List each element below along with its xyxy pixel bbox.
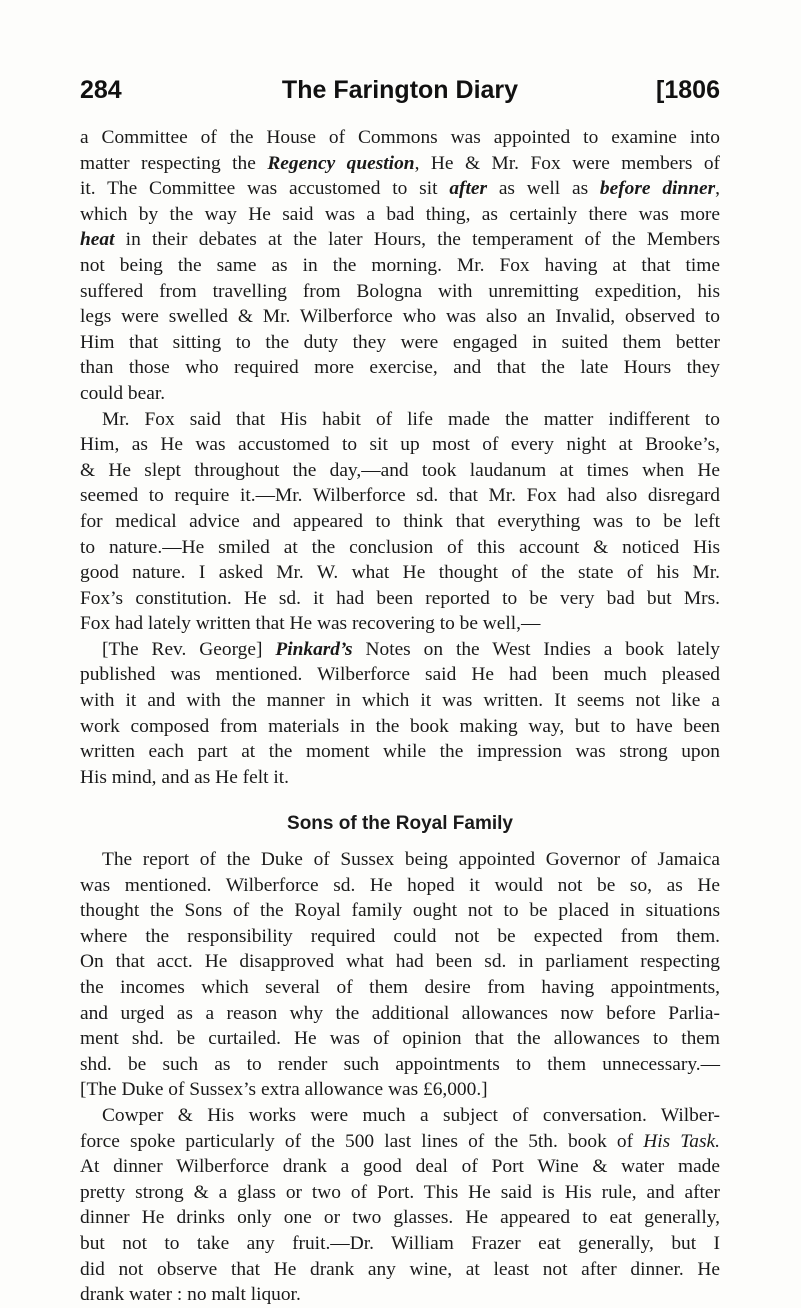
- text-run: and urged as a reason why the additional allowances now before Parlia-: [80, 1002, 720, 1024]
- text-line: [80, 483, 720, 509]
- text-line: [80, 535, 720, 561]
- text-run: written each part at the moment while the impression was strong upon: [80, 741, 720, 763]
- text-run: work composed from materials in the book making way, but to have been: [80, 715, 720, 737]
- text-run: Mr. Fox said that His habit of life made the matter indifferent to: [102, 408, 720, 430]
- text-line: [80, 560, 720, 586]
- italic-text-run: His Task.: [643, 1130, 720, 1152]
- text-run: legs were swelled & Mr. Wilberforce who was also an Invalid, observed to: [80, 306, 720, 328]
- text-line: [80, 714, 720, 740]
- text-line: [80, 949, 720, 975]
- text-line: [80, 586, 720, 612]
- text-line: [80, 1257, 720, 1283]
- book-title: The Farington Diary: [281, 76, 519, 104]
- text-line: [80, 1231, 720, 1257]
- text-run: shd. be such as to render such appointments to them unnecessary.—: [80, 1053, 720, 1075]
- text-run: Him, as He was accustomed to sit up most of every night at Brooke’s,: [80, 434, 720, 456]
- text-run: was mentioned. Wilberforce sd. He hoped it would not be so, as He: [80, 874, 720, 896]
- page-number: 284: [80, 76, 122, 104]
- text-run: it. The Committee was accustomed to sit: [80, 178, 450, 200]
- italic-text-run: Pinkard’s: [275, 638, 353, 660]
- text-run: Fox had lately written that He was recovering to be well,—: [80, 613, 541, 635]
- text-run: published was mentioned. Wilberforce said He had been much pleased: [80, 664, 720, 686]
- paragraph-cowper-dinner: [80, 1103, 720, 1308]
- text-run: Cowper & His works were much a subject of conversation. Wilber-: [102, 1104, 720, 1126]
- text-line: [80, 304, 720, 330]
- text-line: [80, 847, 720, 873]
- text-line: [80, 279, 720, 305]
- text-run: not being the same as in the morning. Mr. Fox having at that time: [80, 254, 720, 276]
- text-line: [80, 125, 720, 151]
- text-run: thought the Sons of the Royal family ought not to be placed in situations: [80, 900, 720, 922]
- italic-text-run: Regency question: [267, 152, 415, 174]
- text-run: which by the way He said was a bad thing, as certainly there was more: [80, 203, 720, 225]
- text-run: matter respecting the: [80, 152, 268, 174]
- text-line: [80, 1129, 720, 1155]
- text-line: [80, 407, 720, 433]
- text-line: [80, 765, 720, 791]
- paragraph-committee: [80, 125, 720, 407]
- text-run: where the responsibility required could not be expected from them.: [80, 925, 720, 947]
- text-run: good nature. I asked Mr. W. what He thought of the state of his Mr.: [80, 562, 720, 584]
- text-line: [80, 975, 720, 1001]
- text-run: with it and with the manner in which it was written. It seems not like a: [80, 690, 720, 712]
- text-line: [80, 151, 720, 177]
- text-run: in their debates at the later Hours, the temperament of the Members: [114, 229, 720, 251]
- text-run: Him that sitting to the duty they were engaged in suited them better: [80, 331, 720, 353]
- text-line: [80, 1001, 720, 1027]
- text-run: ment shd. be curtailed. He was of opinion that the allowances to them: [80, 1028, 720, 1050]
- text-line: [80, 509, 720, 535]
- text-run: & He slept throughout the day,—and took laudanum at times when He: [80, 459, 720, 481]
- text-line: [80, 176, 720, 202]
- text-line: [80, 253, 720, 279]
- text-line: [80, 688, 720, 714]
- text-line: [80, 1052, 720, 1078]
- page-body: [80, 125, 720, 1308]
- section-heading: Sons of the Royal Family: [287, 813, 513, 835]
- text-run: for medical advice and appeared to think that everything was to be left: [80, 510, 720, 532]
- text-line: [80, 611, 720, 637]
- text-line: [80, 1103, 720, 1129]
- text-run: seemed to require it.—Mr. Wilberforce sd. that Mr. Fox had also disregard: [80, 485, 720, 507]
- text-line: [80, 1154, 720, 1180]
- text-line: [80, 381, 720, 407]
- text-line: [80, 202, 720, 228]
- italic-text-run: heat: [80, 229, 115, 251]
- text-run: pretty strong & a glass or two of Port. This He said is His rule, and after: [80, 1181, 720, 1203]
- text-line: [80, 227, 720, 253]
- text-run: [The Duke of Sussex’s extra allowance was £6,000.]: [80, 1079, 488, 1101]
- text-line: [80, 458, 720, 484]
- running-header: [80, 76, 720, 110]
- text-run: as well as: [487, 178, 600, 200]
- text-line: [80, 355, 720, 381]
- text-run: a Committee of the House of Commons was appointed to examine into: [80, 127, 720, 148]
- text-run: suffered from travelling from Bologna with unremitting expedition, his: [80, 280, 720, 302]
- text-run: did not observe that He drank any wine, at least not after dinner. He: [80, 1258, 720, 1280]
- text-line: [80, 898, 720, 924]
- paragraph-fox-habits: [80, 407, 720, 637]
- text-line: [80, 1180, 720, 1206]
- text-line: [80, 873, 720, 899]
- text-run: On that acct. He disapproved what had been sd. in parliament respecting: [80, 951, 720, 973]
- text-line: [80, 1282, 720, 1308]
- text-run: dinner He drinks only one or two glasses. He appeared to eat generally,: [80, 1207, 720, 1229]
- text-line: [80, 432, 720, 458]
- text-line: [80, 1026, 720, 1052]
- text-line: [80, 637, 720, 663]
- text-run: to nature.—He smiled at the conclusion of this account & noticed His: [80, 536, 720, 558]
- text-run: ,: [715, 178, 720, 200]
- paragraph-duke-of-sussex: [80, 847, 720, 1103]
- italic-text-run: before dinner: [599, 178, 716, 200]
- text-run: drank water : no malt liquor.: [80, 1284, 301, 1306]
- text-line: [80, 662, 720, 688]
- text-run: , He & Mr. Fox were members of: [414, 152, 721, 174]
- text-run: His mind, and as He felt it.: [80, 766, 289, 788]
- italic-text-run: after: [449, 178, 488, 200]
- text-line: [80, 1077, 720, 1103]
- text-line: [80, 1205, 720, 1231]
- text-run: than those who required more exercise, and that the late Hours they: [80, 357, 720, 379]
- text-line: [80, 330, 720, 356]
- text-run: but not to take any fruit.—Dr. William Frazer eat generally, but I: [80, 1232, 720, 1254]
- paragraph-pinkard-notes: [80, 637, 720, 791]
- text-run: the incomes which several of them desire from having appointments,: [80, 977, 720, 998]
- text-run: could bear.: [80, 382, 166, 404]
- text-run: At dinner Wilberforce drank a good deal of Port Wine & water made: [80, 1156, 720, 1178]
- text-run: [The Rev. George]: [102, 638, 276, 660]
- year-marker: [1806: [656, 76, 720, 104]
- text-line: [80, 739, 720, 765]
- text-run: The report of the Duke of Sussex being appointed Governor of Jamaica: [102, 849, 720, 871]
- text-run: Notes on the West Indies a book lately: [352, 638, 721, 660]
- text-line: [80, 924, 720, 950]
- text-run: force spoke particularly of the 500 last lines of the 5th. book of: [80, 1130, 644, 1152]
- text-run: Fox’s constitution. He sd. it had been reported to be very bad but Mrs.: [80, 587, 720, 609]
